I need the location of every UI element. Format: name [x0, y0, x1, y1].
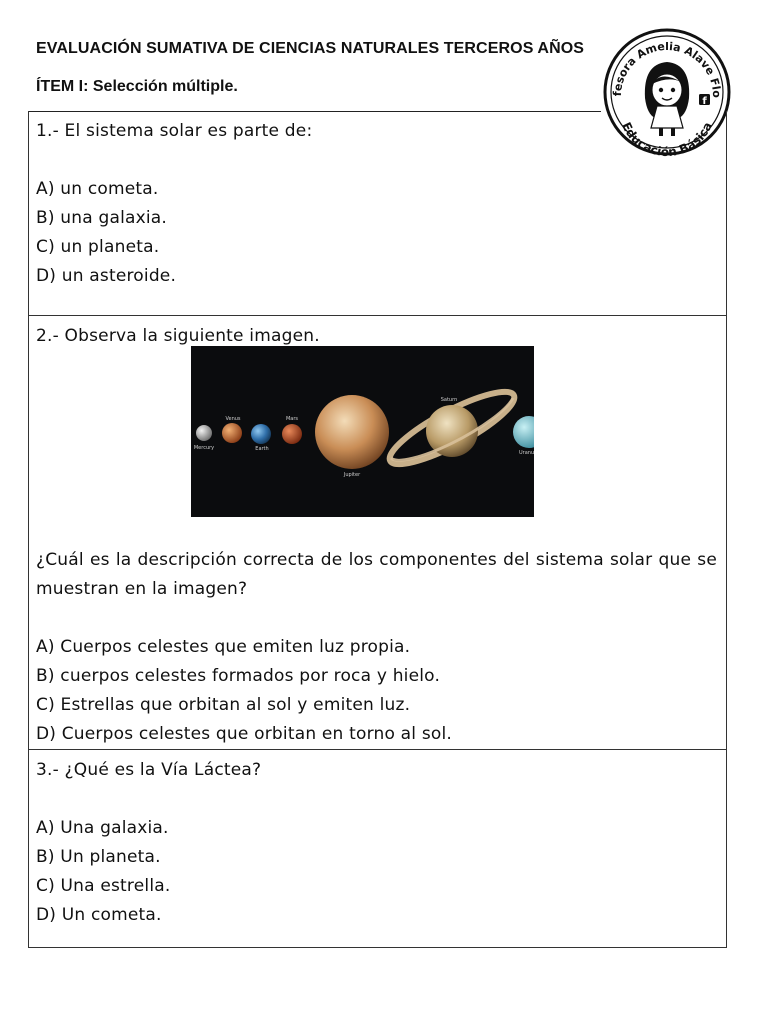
svg-text:f: f [702, 96, 707, 107]
uranus-label: Uranu [519, 450, 534, 456]
svg-text:Profesora Amelia Alave Flores: fesora Amelia Alave Flo [610, 39, 724, 99]
question-1-option-a: A) un cometa. [36, 179, 159, 199]
uranus-planet [513, 416, 534, 448]
question-2-option-a: A) Cuerpos celestes que emiten luz propia. [36, 637, 411, 657]
mercury-planet [196, 425, 212, 441]
mars-planet [282, 424, 302, 444]
question-2-option-d: D) Cuerpos celestes que orbitan en torno al sol. [36, 724, 452, 744]
question-2 [29, 315, 726, 749]
document-title: EVALUACIÓN SUMATIVA DE CIENCIAS NATURALES TERCEROS AÑOS [36, 40, 585, 57]
question-2-option-b: B) cuerpos celestes formados por roca y hielo. [36, 666, 441, 686]
jupiter-label: Jupiter [343, 472, 361, 478]
question-1-option-b: B) una galaxia. [36, 208, 168, 228]
question-3-option-b: B) Un planeta. [36, 847, 161, 867]
question-1 [29, 111, 726, 315]
solar-system-image [191, 346, 534, 517]
earth-label: Earth [255, 446, 269, 452]
venus-planet [222, 423, 242, 443]
earth-planet [251, 424, 271, 444]
question-3-prompt: 3.- ¿Qué es la Vía Láctea? [36, 760, 262, 780]
saturn-planet [382, 380, 522, 476]
question-2-text: ¿Cuál es la descripción correcta de los componentes del sistema solar que se muestran en la imagen? [36, 550, 717, 599]
questions-table [28, 111, 727, 948]
jupiter-planet [315, 395, 389, 469]
question-3-option-a: A) Una galaxia. [36, 818, 169, 838]
svg-text:Educación Básica: Educación Básica [619, 120, 715, 160]
mars-label: Mars [285, 416, 299, 422]
question-2-prompt: 2.- Observa la siguiente imagen. [36, 326, 320, 346]
section-heading: ÍTEM I: Selección múltiple. [36, 78, 238, 95]
mercury-label: Mercury [193, 445, 215, 451]
question-3 [29, 749, 726, 947]
saturn-label: Saturn [440, 397, 458, 403]
question-3-option-d: D) Un cometa. [36, 905, 162, 925]
question-2-option-c: C) Estrellas que orbitan al sol y emiten luz. [36, 695, 411, 715]
question-1-option-c: C) un planeta. [36, 237, 160, 257]
venus-label: Venus [225, 416, 241, 422]
question-3-option-c: C) Una estrella. [36, 876, 171, 896]
question-1-option-d: D) un asteroide. [36, 266, 177, 286]
question-1-prompt: 1.- El sistema solar es parte de: [36, 121, 313, 141]
